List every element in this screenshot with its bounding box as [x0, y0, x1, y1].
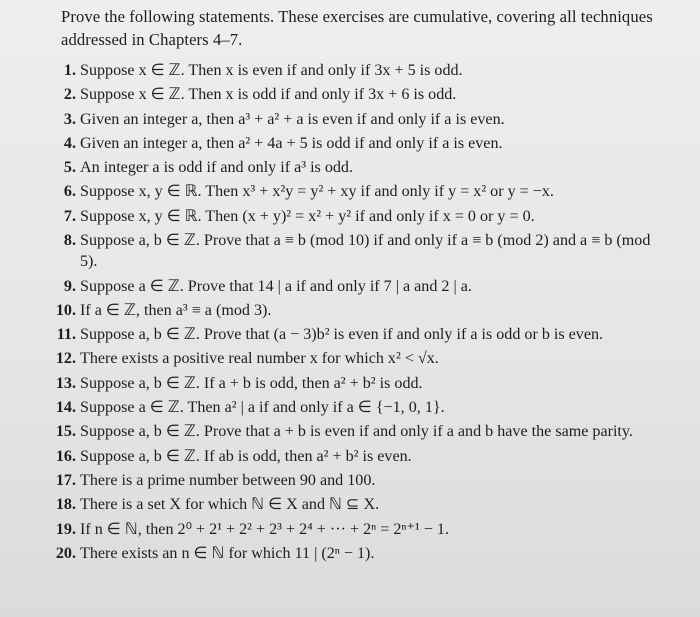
intro-text: Prove the following statements. These exercises are cumulative, covering all techniques addressed in Chapters 4–7.: [61, 7, 653, 49]
exercise-text: Given an integer a, then a³ + a² + a is even if and only if a is even.: [80, 110, 505, 128]
exercise-item: [0, 133, 700, 154]
exercise-number: 10.: [55, 301, 76, 319]
exercise-item: [0, 494, 700, 515]
exercise-text: Suppose a, b ∈ ℤ. Prove that a + b is even if and only if a and b have the same parity.: [80, 423, 633, 441]
exercise-item: [0, 300, 700, 321]
exercise-number: 5.: [63, 159, 76, 177]
exercise-number: 6.: [63, 183, 76, 201]
exercise-number: 18.: [55, 496, 76, 514]
exercise-text: Suppose x ∈ ℤ. Then x is even if and only if 3x + 5 is odd.: [80, 62, 463, 79]
exercise-item: [0, 519, 700, 540]
exercise-number: 19.: [55, 520, 76, 538]
exercise-text: An integer a is odd if and only if a³ is odd.: [80, 159, 354, 177]
exercise-number: 3.: [63, 110, 76, 128]
exercise-number: 4.: [63, 134, 76, 152]
exercise-item: [0, 206, 700, 227]
exercise-number: 1.: [63, 62, 76, 79]
exercise-text: Suppose x ∈ ℤ. Then x is odd if and only if 3x + 6 is odd.: [80, 86, 457, 104]
exercise-number: 14.: [55, 399, 76, 417]
exercise-item: [0, 470, 700, 491]
exercise-item: [0, 181, 700, 202]
exercise-text: Suppose a, b ∈ ℤ. Prove that a ≡ b (mod 10) if and only if a ≡ b (mod 2) and a ≡ b (mod 5).: [80, 232, 651, 271]
exercise-item: [0, 373, 700, 394]
exercise-text: There exists a positive real number x for which x² < √x.: [80, 350, 439, 368]
exercise-item: [0, 446, 700, 467]
exercise-item: [0, 276, 700, 297]
exercise-number: 15.: [55, 423, 76, 441]
exercise-text: Suppose a ∈ ℤ. Then a² | a if and only if a ∈ {−1, 0, 1}.: [80, 399, 445, 417]
exercise-item: [0, 397, 700, 418]
exercise-text: Given an integer a, then a² + 4a + 5 is odd if and only if a is even.: [80, 134, 503, 152]
exercise-text: Suppose x, y ∈ ℝ. Then (x + y)² = x² + y² if and only if x = 0 or y = 0.: [80, 207, 535, 225]
exercise-number: 9.: [63, 277, 76, 295]
exercise-number: 16.: [55, 447, 76, 465]
exercise-number: 7.: [63, 207, 76, 225]
exercise-number: 20.: [55, 544, 76, 562]
exercise-item: [0, 348, 700, 369]
exercise-number: 13.: [55, 374, 76, 392]
exercise-number: 11.: [56, 326, 76, 344]
exercise-item: [0, 60, 700, 81]
exercise-text: There is a prime number between 90 and 100.: [80, 471, 376, 489]
exercise-text: If n ∈ ℕ, then 2⁰ + 2¹ + 2² + 2³ + 2⁴ + ··· + 2ⁿ = 2ⁿ⁺¹ − 1.: [80, 520, 449, 538]
exercise-item: [0, 230, 700, 272]
exercise-text: Suppose a ∈ ℤ. Prove that 14 | a if and only if 7 | a and 2 | a.: [80, 277, 472, 295]
exercise-text: Suppose a, b ∈ ℤ. Prove that (a − 3)b² is even if and only if a is odd or b is even.: [80, 326, 604, 344]
exercise-text: If a ∈ ℤ, then a³ ≡ a (mod 3).: [80, 301, 272, 319]
exercise-number: 17.: [55, 471, 76, 489]
exercise-item: [0, 109, 700, 130]
exercise-text: Suppose a, b ∈ ℤ. If ab is odd, then a² + b² is even.: [80, 447, 412, 465]
exercise-text: Suppose a, b ∈ ℤ. If a + b is odd, then a² + b² is odd.: [80, 374, 423, 392]
exercise-list: [0, 60, 700, 567]
exercise-item: [0, 324, 700, 345]
exercise-text: Suppose x, y ∈ ℝ. Then x³ + x²y = y² + xy if and only if y = x² or y = −x.: [80, 183, 554, 201]
exercise-number: 12.: [55, 350, 76, 368]
exercise-item: [0, 84, 700, 105]
exercise-text: There is a set X for which ℕ ∈ X and ℕ ⊆ X.: [80, 496, 380, 514]
exercise-text: There exists an n ∈ ℕ for which 11 | (2ⁿ − 1).: [80, 544, 375, 562]
exercise-number: 2.: [63, 86, 76, 104]
exercise-item: [0, 543, 700, 564]
exercise-item: [0, 421, 700, 442]
exercise-item: [0, 157, 700, 178]
exercise-number: 8.: [63, 232, 76, 250]
